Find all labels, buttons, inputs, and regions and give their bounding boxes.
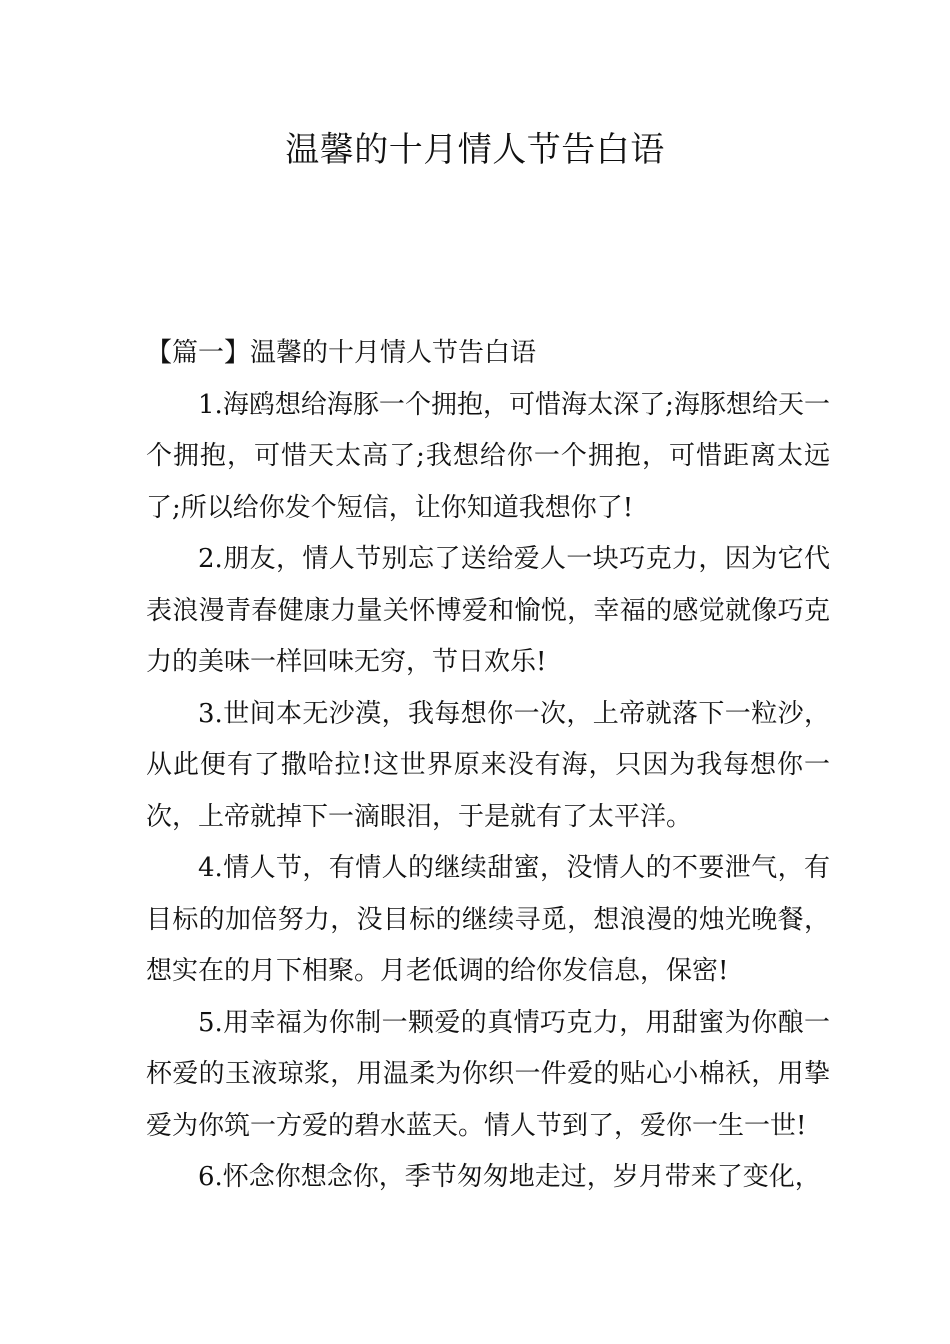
paragraph-4: 4.情人节，有情人的继续甜蜜，没情人的不要泄气，有目标的加倍努力，没目标的继续寻觅，想浪漫的烛光晚餐，想实在的月下相聚。月老低调的给你发信息，保密!	[146, 853, 830, 986]
paragraph-5: 5.用幸福为你制一颗爱的真情巧克力，用甜蜜为你酿一杯爱的玉液琼浆，用温柔为你织一件爱的贴心小棉袄，用挚爱为你筑一方爱的碧水蓝天。情人节到了，爱你一生一世!	[146, 1007, 830, 1141]
document-title: 温馨的十月情人节告白语	[285, 130, 665, 170]
document-body	[146, 328, 830, 1204]
paragraph-3: 3.世间本无沙漠，我每想你一次，上帝就落下一粒沙，从此便有了撒哈拉!这世界原来没有海，只因为我每想你一次，上帝就掉下一滴眼泪，于是就有了太平洋。	[146, 698, 830, 832]
paragraph-6: 6.怀念你想念你，季节匆匆地走过，岁月带来了变化，	[198, 1162, 821, 1192]
paragraph-1: 1.海鸥想给海豚一个拥抱，可惜海太深了;海豚想给天一个拥抱，可惜天太高了;我想给你一个拥抱，可惜距离太远了;所以给你发个短信，让你知道我想你了!	[146, 389, 830, 523]
section-heading: 【篇一】温馨的十月情人节告白语	[146, 338, 537, 368]
paragraph-2: 2.朋友，情人节别忘了送给爱人一块巧克力，因为它代表浪漫青春健康力量关怀博爱和愉悦，幸福的感觉就像巧克力的美味一样回味无穷，节日欢乐!	[146, 544, 830, 677]
